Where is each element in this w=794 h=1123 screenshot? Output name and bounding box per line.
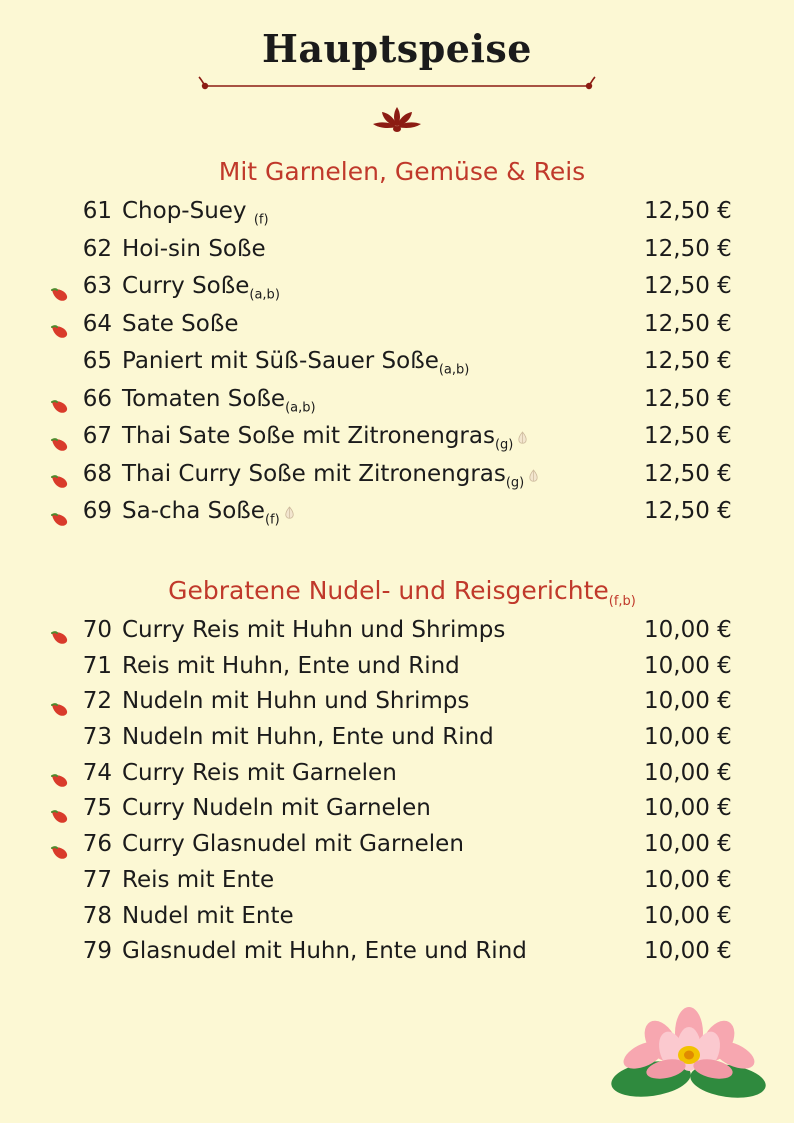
item-number: 75 [82, 795, 112, 822]
item-name-wrap [122, 271, 640, 305]
chili-cell [0, 459, 72, 491]
menu-item [0, 419, 794, 457]
chili-cell [0, 793, 72, 825]
item-allergens: (g) [494, 437, 514, 453]
item-price: 10,00 € [644, 795, 732, 822]
menu-item [0, 232, 794, 270]
item-name-wrap [122, 459, 640, 493]
item-allergens: (a,b) [285, 400, 316, 416]
item-price: 12,50 € [644, 423, 732, 450]
chili-icon [50, 318, 70, 334]
item-name: Sa-cha Soße [122, 498, 265, 525]
chili-cell [0, 271, 72, 303]
section-title-text: Gebratene Nudel- und Reisgerichte [168, 575, 609, 605]
item-price: 12,50 € [644, 273, 732, 300]
chili-icon [50, 696, 70, 712]
item-number: 74 [82, 759, 112, 786]
item-price: 10,00 € [644, 759, 732, 786]
section-fried-noodles-rice [0, 576, 794, 970]
section-spacer [0, 532, 794, 558]
item-allergens: (f) [264, 512, 280, 528]
item-number: 61 [82, 198, 112, 224]
item-name-wrap [122, 196, 640, 230]
item-price: 12,50 € [644, 348, 732, 375]
menu-item [0, 382, 794, 420]
item-number: 79 [82, 938, 112, 965]
item-number: 62 [82, 235, 112, 262]
chili-icon [50, 624, 70, 640]
menu-item [0, 863, 794, 899]
item-number: 71 [82, 652, 112, 679]
item-price: 10,00 € [644, 688, 732, 715]
item-name-wrap [122, 309, 640, 343]
menu-item [0, 649, 794, 685]
item-number: 78 [82, 902, 112, 929]
header-rule [197, 75, 597, 97]
item-number: 70 [82, 616, 112, 643]
chili-cell [0, 384, 72, 416]
item-price: 10,00 € [644, 866, 732, 893]
item-name: Glasnudel mit Huhn, Ente und Rind [122, 938, 527, 965]
item-name: Curry Reis mit Garnelen [122, 759, 397, 786]
menu-item [0, 269, 794, 307]
chili-cell [0, 758, 72, 790]
menu-item [0, 899, 794, 935]
item-name-wrap [122, 496, 640, 530]
chili-icon [50, 767, 70, 783]
item-name: Curry Nudeln mit Garnelen [122, 795, 431, 822]
item-price: 10,00 € [644, 902, 732, 929]
item-price: 12,50 € [644, 498, 732, 525]
menu-header [0, 0, 794, 139]
item-number: 65 [82, 348, 112, 375]
lotus-flower-icon [606, 993, 776, 1113]
menu-item [0, 827, 794, 863]
lotus-ornament-icon [337, 99, 457, 139]
menu-item [0, 934, 794, 970]
menu-item [0, 344, 794, 382]
item-price: 10,00 € [644, 616, 732, 643]
item-name: Nudeln mit Huhn, Ente und Rind [122, 723, 494, 750]
item-name: Nudeln mit Huhn und Shrimps [122, 688, 470, 715]
item-price: 12,50 € [644, 385, 732, 412]
menu-item [0, 194, 794, 232]
menu-item [0, 457, 794, 495]
chili-cell [0, 686, 72, 718]
item-name: Curry Soße [122, 273, 250, 300]
item-price: 10,00 € [644, 938, 732, 965]
item-name: Sate Soße [122, 310, 239, 337]
section-title-shrimp [0, 157, 794, 190]
menu-item [0, 684, 794, 720]
item-price: 12,50 € [644, 235, 732, 262]
item-number: 69 [82, 498, 112, 525]
item-allergens: (a,b) [438, 362, 470, 378]
menu-item [0, 791, 794, 827]
item-price: 10,00 € [644, 831, 732, 858]
item-name: Thai Sate Soße mit Zitronengras [122, 423, 495, 450]
item-name: Tomaten Soße [122, 385, 286, 412]
item-allergens: (f) [253, 212, 269, 228]
item-price: 12,50 € [644, 310, 732, 337]
section-title-allergens: (f,b) [608, 593, 636, 609]
item-number: 64 [82, 310, 112, 337]
item-name-wrap [122, 421, 640, 455]
chili-icon [50, 468, 70, 484]
garlic-icon [281, 499, 298, 516]
item-name: Nudel mit Ente [122, 902, 294, 929]
chili-cell [0, 496, 72, 528]
item-number: 73 [82, 723, 112, 750]
item-name-wrap [122, 384, 640, 418]
garlic-icon [525, 462, 542, 479]
item-price: 10,00 € [644, 652, 732, 679]
item-price: 12,50 € [644, 198, 732, 224]
item-price: 12,50 € [644, 460, 732, 487]
item-number: 66 [82, 385, 112, 412]
chili-icon [50, 803, 70, 819]
item-name: Reis mit Ente [122, 866, 275, 893]
garlic-icon [514, 424, 531, 441]
menu-item-list-shrimp [0, 194, 794, 532]
menu-item [0, 720, 794, 756]
chili-icon [50, 393, 70, 409]
chili-cell [0, 829, 72, 861]
item-number: 67 [82, 423, 112, 450]
item-name: Curry Glasnudel mit Garnelen [122, 831, 464, 858]
item-price: 10,00 € [644, 723, 732, 750]
item-number: 77 [82, 866, 112, 893]
menu-item [0, 613, 794, 649]
menu-item [0, 494, 794, 532]
item-name: Reis mit Huhn, Ente und Rind [122, 652, 460, 679]
item-number: 76 [82, 831, 112, 858]
chili-icon [50, 506, 70, 522]
item-number: 72 [82, 688, 112, 715]
section-shrimp [0, 157, 794, 532]
item-allergens: (g) [505, 475, 525, 491]
menu-item [0, 307, 794, 345]
item-name: Paniert mit Süß-Sauer Soße [122, 348, 439, 375]
chili-icon [50, 839, 70, 855]
section-title-fried [0, 576, 794, 609]
item-allergens: (a,b) [249, 287, 280, 303]
item-name-wrap [122, 234, 640, 268]
section-title-text: Mit Garnelen, Gemüse & Reis [218, 157, 586, 186]
chili-cell [0, 615, 72, 647]
chili-icon [50, 431, 70, 447]
item-name: Thai Curry Soße mit Zitronengras [122, 460, 506, 487]
item-number: 63 [82, 273, 112, 300]
menu-item-list-fried [0, 613, 794, 970]
item-name: Chop-Suey [122, 198, 247, 224]
chili-cell [0, 421, 72, 453]
chili-cell [0, 309, 72, 341]
menu-item [0, 756, 794, 792]
chili-icon [50, 281, 70, 297]
item-name: Hoi-sin Soße [122, 235, 266, 262]
item-name: Curry Reis mit Huhn und Shrimps [122, 616, 506, 643]
item-name-wrap [122, 346, 640, 380]
item-number: 68 [82, 460, 112, 487]
page-title: Hauptspeise [262, 26, 532, 71]
